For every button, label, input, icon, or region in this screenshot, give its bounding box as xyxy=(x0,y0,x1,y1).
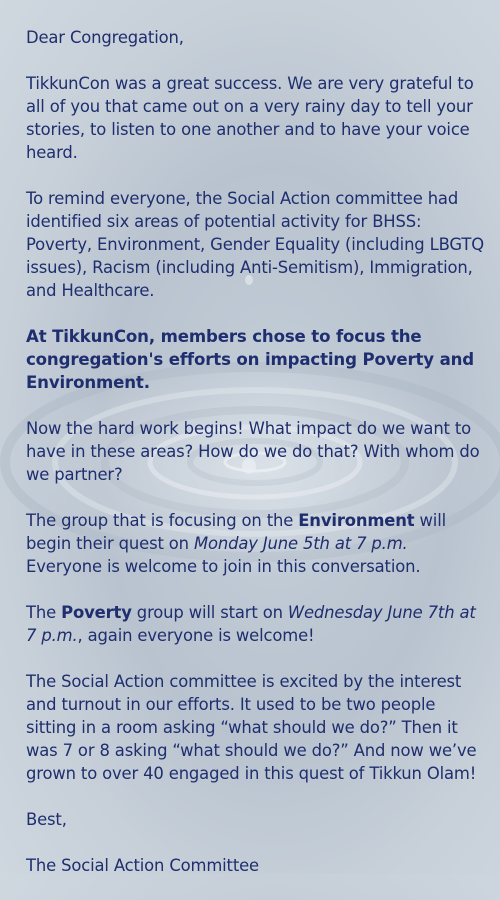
signature: The Social Action Committee xyxy=(26,856,259,875)
paragraph-poverty-group xyxy=(26,601,488,647)
paragraph-focus-areas: To remind everyone, the Social Action committee had identified six areas of potential activity for BHSS: Poverty, Environment, Gender Equality (including LBGTQ issues), Racism (including Anti-Semitism), Immigration, and Healthcare. xyxy=(26,189,484,300)
paragraph-chosen-focus: At TikkunCon, members chose to focus the congregation's efforts on impacting Poverty and Environment. xyxy=(26,327,475,392)
env-text-3: Everyone is welcome to join in this conversation. xyxy=(26,557,421,576)
pov-group-name: Poverty xyxy=(61,603,132,622)
pov-text-2: group will start on xyxy=(131,603,288,622)
greeting: Dear Congregation, xyxy=(26,28,184,47)
pov-text-3: , again everyone is welcome! xyxy=(77,626,315,645)
env-group-name: Environment xyxy=(298,511,415,530)
env-text-1: The group that is focusing on the xyxy=(26,511,299,530)
paragraph-success: TikkunCon was a great success. We are very grateful to all of you that came out on a very rainy day to tell your stories, to listen to one another and to have your voice heard. xyxy=(26,74,474,162)
env-text-2: will begin their quest on xyxy=(26,511,447,553)
env-meeting-date: Monday June 5th at 7 p.m. xyxy=(193,534,408,553)
paragraph-growth: The Social Action committee is excited by the interest and turnout in our efforts. It used to be two people sitting in a room asking “what should we do?” Then it was 7 or 8 asking “what should we do?” And now we’ve grown to over 40 engaged in this quest of Tikkun Olam! xyxy=(26,672,477,783)
closing: Best, xyxy=(26,810,67,829)
paragraph-environment-group xyxy=(26,509,488,578)
pov-meeting-date: Wednesday June 7th at 7 p.m. xyxy=(26,603,476,645)
letter-body xyxy=(26,26,488,900)
pov-text-1: The xyxy=(26,603,62,622)
paragraph-next-steps: Now the hard work begins! What impact do we want to have in these areas? How do we do that? With whom do we partner? xyxy=(26,419,480,484)
